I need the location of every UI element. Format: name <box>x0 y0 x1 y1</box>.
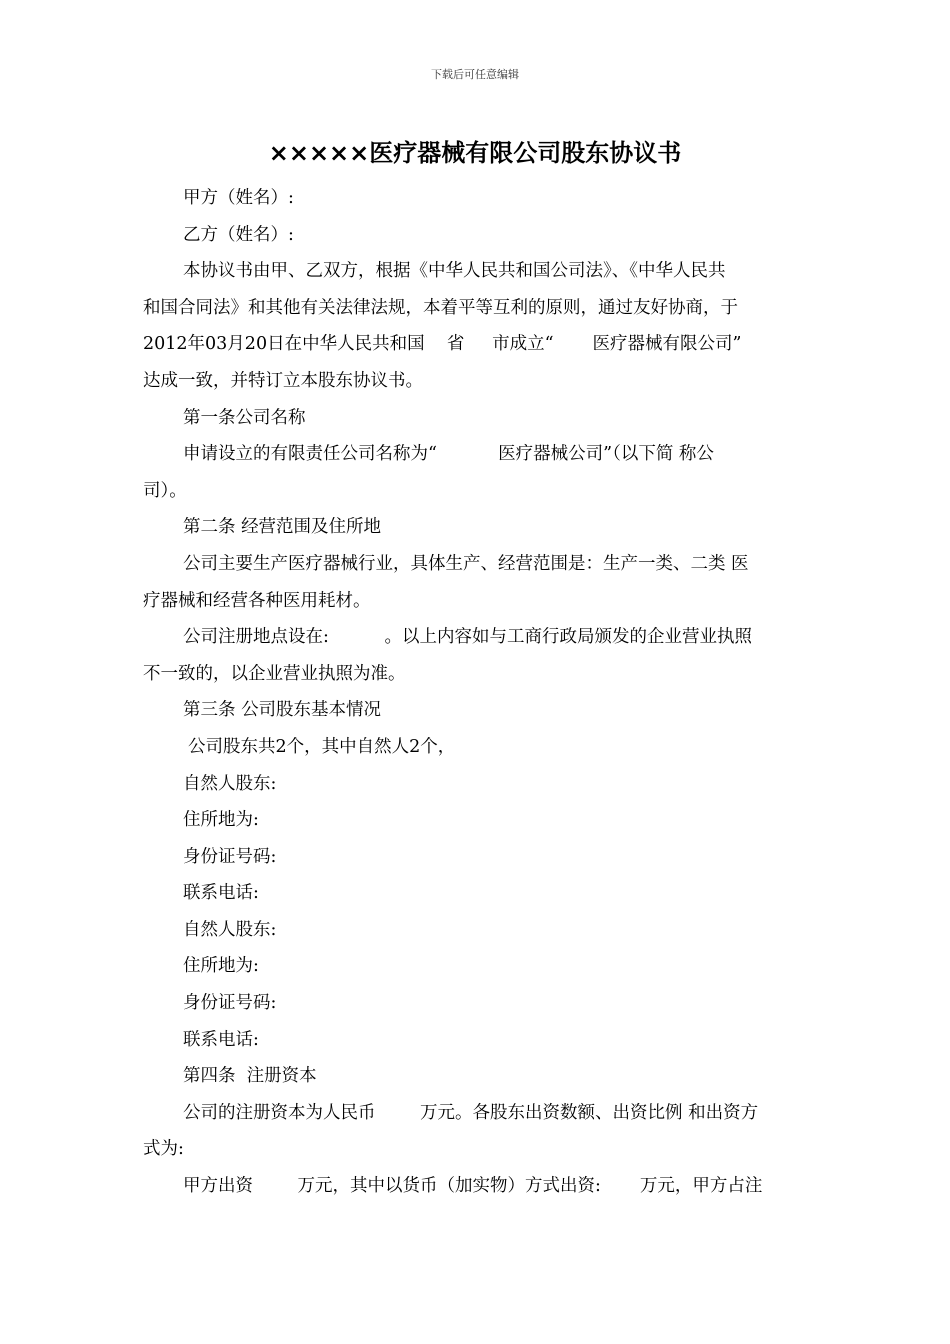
shareholder-2-address: 住所地为: <box>183 956 259 977</box>
party-a-line: 甲方（姓名）: <box>183 188 294 208</box>
document-body <box>143 180 808 1205</box>
shareholder-1-address: 住所地为: <box>183 810 259 831</box>
shareholder-2-label: 自然人股东: <box>183 919 277 940</box>
article-4-line-1: 公司的注册资本为人民币 万元。各股东出资数额、出资比例 和出资方 <box>183 1102 759 1123</box>
preamble-line-3: 2012年03月20日在中华人民共和国 省 市成立“ 医疗器械有限公司” <box>143 334 742 355</box>
article-4-heading: 第四条 注册资本 <box>183 1066 317 1087</box>
article-3-heading: 第三条 公司股东基本情况 <box>183 700 382 721</box>
article-1-heading: 第一条公司名称 <box>183 407 306 428</box>
party-b-line: 乙方（姓名）: <box>183 224 294 245</box>
article-4-line-3: 甲方出资 万元，其中以货币（加实物）方式出资: 万元，甲方占注 <box>183 1176 763 1197</box>
shareholder-1-label: 自然人股东: <box>183 773 277 794</box>
article-3-line-1: 公司股东共2个，其中自然人2个， <box>188 736 456 757</box>
article-2-line-3: 公司注册地点设在: 。以上内容如与工商行政局颁发的企业营业执照 <box>183 627 753 648</box>
article-1-line-1: 申请设立的有限责任公司名称为“ 医疗器械公司”（以下简 称公 <box>183 444 714 465</box>
article-4-line-2: 式为: <box>143 1139 184 1160</box>
preamble-line-2: 和国合同法》和其他有关法律法规，本着平等互利的原则，通过友好协商，于 <box>143 297 738 318</box>
article-1-line-2: 司）。 <box>143 480 187 501</box>
shareholder-1-phone: 联系电话: <box>183 883 259 904</box>
article-2-line-4: 不一致的，以企业营业执照为准。 <box>143 663 406 684</box>
article-2-line-2: 疗器械和经营各种医用耗材。 <box>143 590 371 611</box>
article-2-line-1: 公司主要生产医疗器械行业，具体生产、经营范围是：生产一类、二类 医 <box>183 553 749 574</box>
shareholder-2-phone: 联系电话: <box>183 1029 259 1050</box>
shareholder-2-id: 身份证号码: <box>183 993 277 1014</box>
shareholder-1-id: 身份证号码: <box>183 846 277 867</box>
article-2-heading: 第二条 经营范围及住所地 <box>183 517 382 538</box>
document-title: ×××××医疗器械有限公司股东协议书 <box>268 139 682 167</box>
preamble-line-1: 本协议书由甲、乙双方，根据《中华人民共和国公司法》、《中华人民共 <box>183 261 726 282</box>
header-note: 下载后可任意编辑 <box>431 68 519 81</box>
preamble-line-4: 达成一致，并特订立本股东协议书。 <box>143 370 423 391</box>
